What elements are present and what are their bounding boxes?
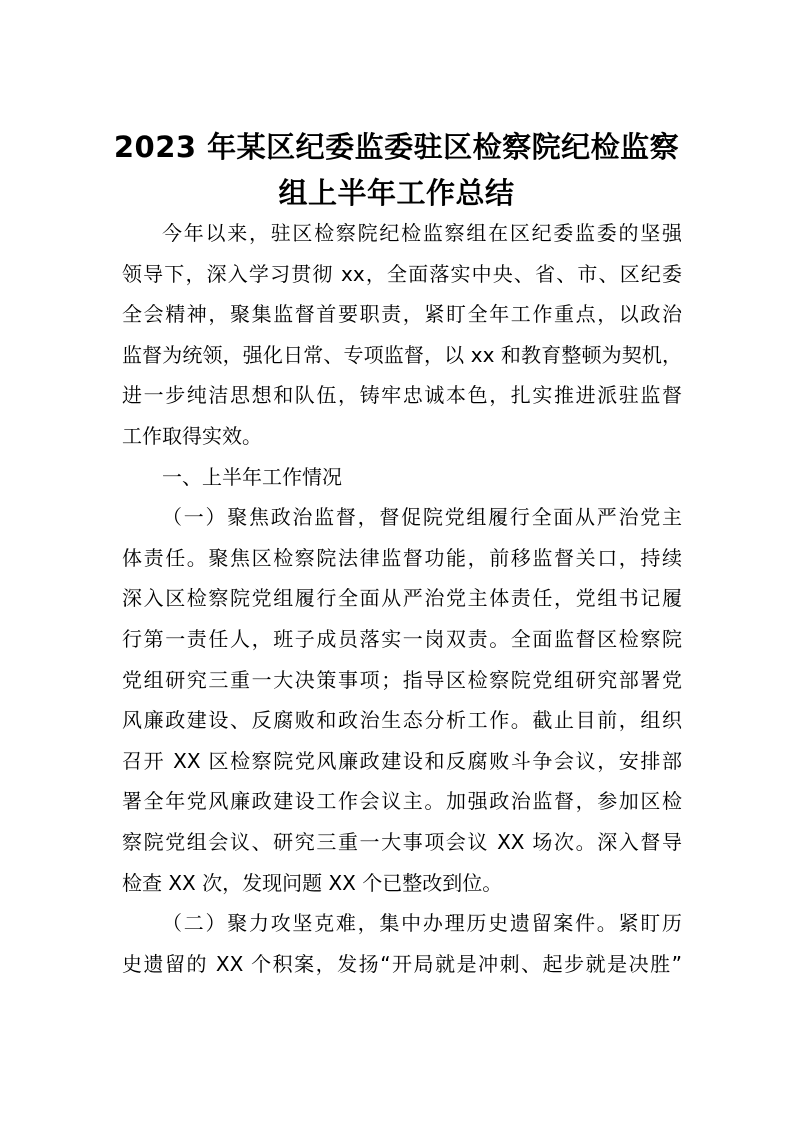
document-title-line-2: 组上半年工作总结 [278,176,515,210]
section-heading: 一、上半年工作情况 [162,464,342,489]
body-line: 全会精神，聚集监督首要职责，紧盯全年工作重点，以政治 [122,302,682,327]
document-title-line-1: 2023 年某区纪委监委驻区检察院纪检监察 [113,130,680,164]
body-line: （一）聚焦政治监督，督促院党组履行全面从严治党主 [162,505,682,530]
body-line: 察院党组会议、研究三重一大事项会议 XX 场次。深入督导 [122,829,682,854]
body-line: 工作取得实效。 [122,423,262,448]
body-line: 今年以来，驻区检察院纪检监察组在区纪委监委的坚强 [162,221,682,245]
body-line: 监督为统领，强化日常、专项监督，以 xx 和教育整顿为契机， [122,342,682,367]
body-line: 深入区检察院党组履行全面从严治党主体责任，党组书记履 [122,586,682,611]
body-line: 领导下，深入学习贯彻 xx，全面落实中央、省、市、区纪委 [122,261,682,286]
body-line: 党组研究三重一大决策事项；指导区检察院党组研究部署党 [122,667,682,692]
document-body [122,213,682,984]
body-line: 史遗留的 XX 个积案，发扬“开局就是冲刺、起步就是决胜” [122,951,682,976]
body-line: 进一步纯洁思想和队伍，铸牢忠诚本色，扎实推进派驻监督 [122,383,682,408]
body-line: 署全年党风廉政建设工作会议主。加强政治监督，参加区检 [122,789,682,814]
body-line: 召开 XX 区检察院党风廉政建设和反腐败斗争会议，安排部 [122,748,682,773]
body-line: （二）聚力攻坚克难，集中办理历史遗留案件。紧盯历 [162,911,682,936]
body-line: 行第一责任人，班子成员落实一岗双责。全面监督区检察院 [122,626,682,651]
body-line: 风廉政建设、反腐败和政治生态分析工作。截止目前，组织 [122,708,682,733]
body-line: 体责任。聚焦区检察院法律监督功能，前移监督关口，持续 [122,545,682,570]
body-line: 检查 XX 次，发现问题 XX 个已整改到位。 [122,870,503,895]
